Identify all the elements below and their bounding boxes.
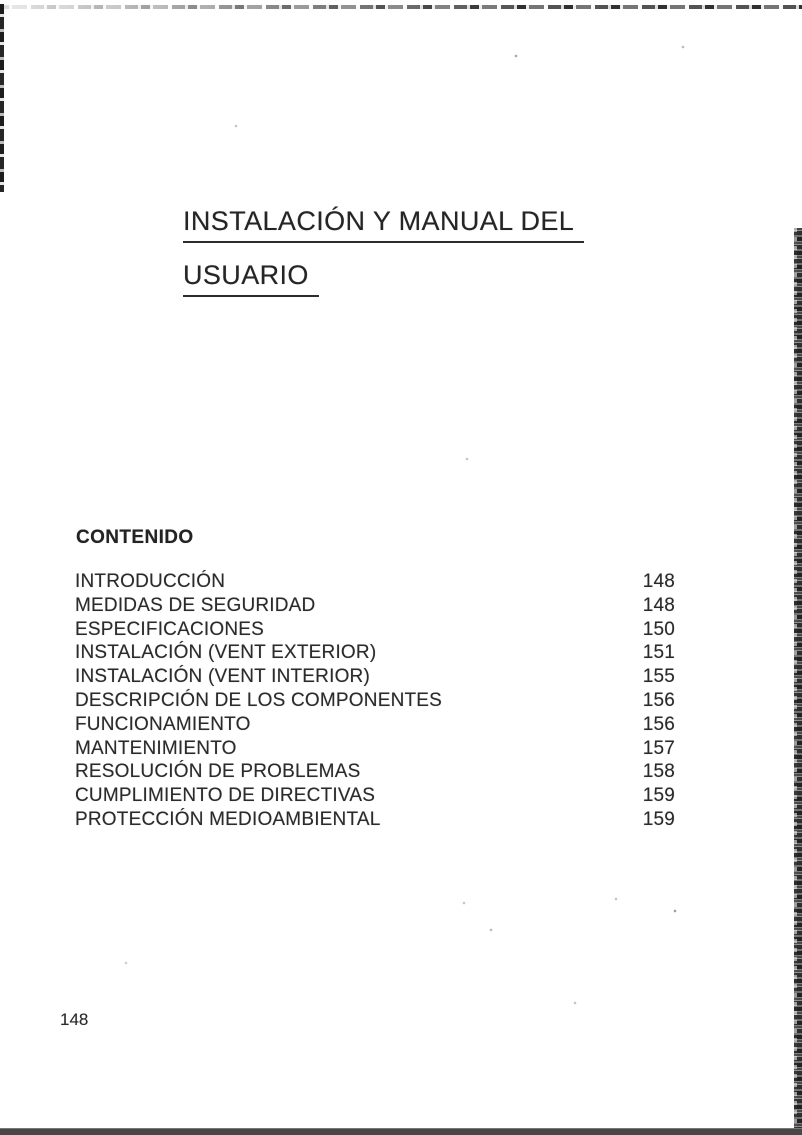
toc-row bbox=[75, 618, 675, 642]
footer-page-number: 148 bbox=[60, 1010, 89, 1029]
toc-item-label: ESPECIFICACIONES bbox=[75, 618, 265, 640]
toc-item-page: 148 bbox=[642, 571, 675, 592]
toc-item-label: INSTALACIÓN (VENT INTERIOR) bbox=[75, 666, 371, 688]
toc-item-label: MEDIDAS DE SEGURIDAD bbox=[75, 594, 316, 616]
toc-item-page: 158 bbox=[642, 761, 675, 783]
toc-row bbox=[75, 570, 675, 594]
toc-row bbox=[75, 665, 675, 689]
toc-row bbox=[75, 784, 675, 808]
toc-row bbox=[75, 713, 675, 737]
toc-item-page: 150 bbox=[642, 618, 675, 640]
document-title-line-2: USUARIO bbox=[183, 260, 319, 297]
toc-item-label: PROTECCIÓN MEDIOAMBIENTAL bbox=[75, 808, 381, 830]
toc-item-page: 155 bbox=[642, 666, 675, 688]
scan-edge-top bbox=[0, 5, 802, 9]
toc-item-label: RESOLUCIÓN DE PROBLEMAS bbox=[75, 761, 361, 783]
toc-item-page: 151 bbox=[642, 642, 675, 664]
table-of-contents bbox=[75, 570, 675, 832]
toc-item-label: DESCRIPCIÓN DE LOS COMPONENTES bbox=[75, 689, 443, 711]
contents-heading: CONTENIDO bbox=[76, 527, 194, 548]
toc-item-page: 159 bbox=[642, 785, 675, 807]
toc-item-page: 156 bbox=[642, 713, 675, 735]
toc-item-label: INSTALACIÓN (VENT EXTERIOR) bbox=[75, 642, 377, 664]
toc-item-page: 159 bbox=[642, 808, 675, 830]
toc-row bbox=[75, 808, 675, 832]
toc-row bbox=[75, 689, 675, 713]
toc-item-label: CUMPLIMIENTO DE DIRECTIVAS bbox=[75, 785, 376, 807]
toc-item-page: 148 bbox=[642, 594, 675, 616]
toc-item-label: INTRODUCCIÓN bbox=[75, 571, 226, 592]
toc-item-label: FUNCIONAMIENTO bbox=[75, 713, 251, 735]
toc-item-page: 157 bbox=[642, 737, 675, 759]
toc-row bbox=[75, 760, 675, 784]
toc-item-label: MANTENIMIENTO bbox=[75, 737, 237, 759]
toc-row bbox=[75, 737, 675, 761]
scan-edge-left bbox=[0, 4, 4, 192]
document-title bbox=[183, 206, 584, 314]
toc-item-page: 156 bbox=[642, 689, 675, 711]
toc-row bbox=[75, 594, 675, 618]
scan-edge-bottom bbox=[0, 1128, 802, 1135]
document-title-line-1: INSTALACIÓN Y MANUAL DEL bbox=[183, 206, 584, 243]
toc-row bbox=[75, 641, 675, 665]
scan-edge-right bbox=[794, 228, 802, 1135]
